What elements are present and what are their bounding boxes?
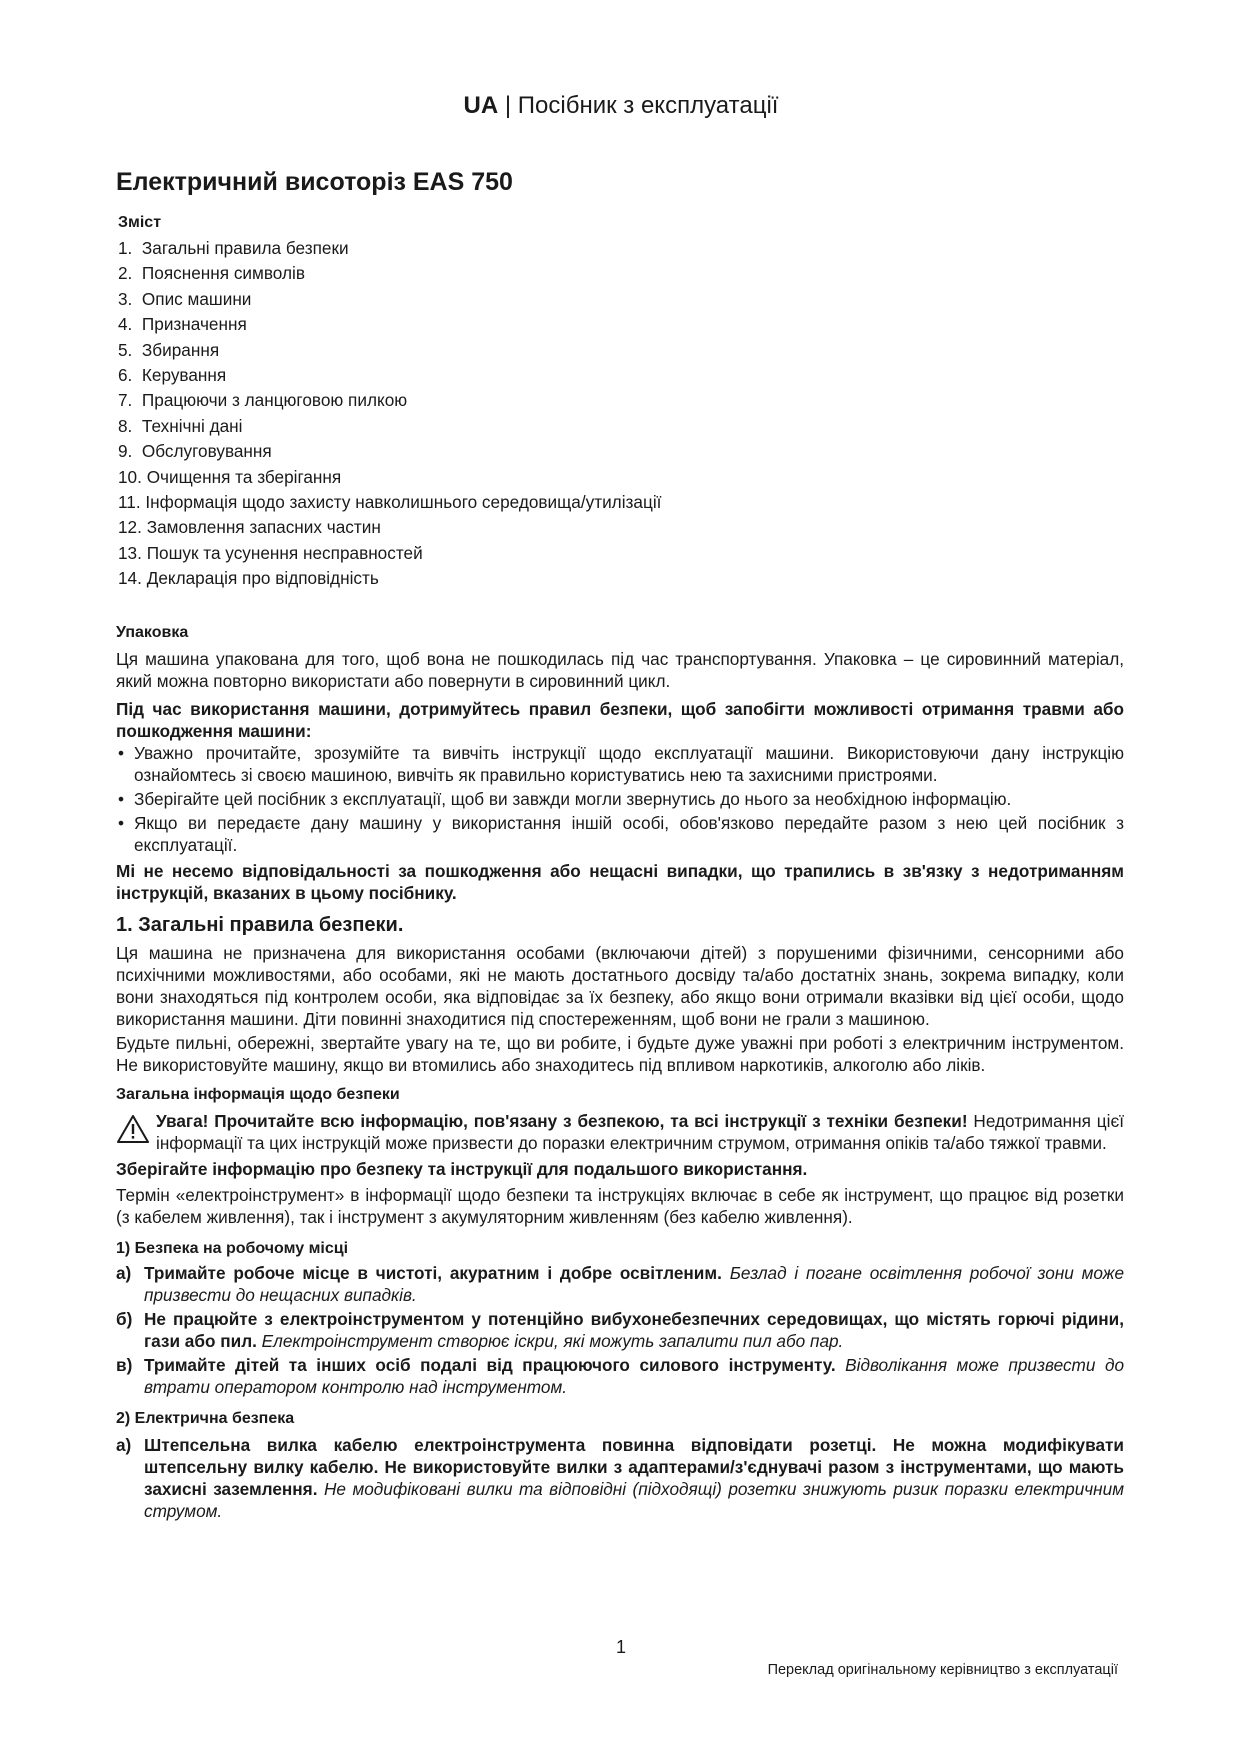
toc-item: [118, 465, 661, 490]
packaging-text: Ця машина упакована для того, щоб вона не пошкодилась під час транспортування. Упаковка – це сировинний матеріал, який можна повторно використати або повернути в сировинний цикл.: [116, 649, 1124, 691]
header-separator: |: [504, 92, 512, 119]
item-bold: Не працюйте з електроінструментом у потенційно вибухонебезпечних середовищах, що містять горючі рідини, гази або пил.: [144, 1309, 1124, 1351]
toc-item: [118, 363, 661, 388]
section-paragraph: Будьте пильні, обережні, звертайте увагу на те, що ви робите, і будьте дуже уважні при роботі з електричним інструментом. Не використовуйте машину, якщо ви втомились або знаходитесь під впливом наркотиків, алкоголю або ліків.: [116, 1033, 1124, 1075]
toc-item-label: Технічні дані: [141, 415, 243, 436]
toc-item: [118, 312, 661, 337]
page-number: 1: [615, 1637, 626, 1657]
list-item: • Уважно прочитайте, зрозумійте та вивчіть інструкції щодо експлуатації машини. Використовуючи дану інструкцію ознайомтесь зі своєю машиною, вивчіть як правильно користуватись нею та захисними пристроями.: [116, 742, 1124, 786]
item-bold: Штепсельна вилка кабелю електроінструмента повинна відповідати розетці. Не можна модифікувати штепсельну вилку кабелю. Не використовуйте вилки з адаптерами/з'єднувачі разом з інструментами, що мають захисні заземлення.: [144, 1435, 1124, 1499]
toc-item-label: Опис машини: [141, 288, 252, 309]
term-text: Термін «електроінструмент» в інформації щодо безпеки та інструкціях включає в себе як інструмент, що працює від розетки (з кабелем живлення), так і інструмент з акумуляторним живленням (без кабелю живлення).: [116, 1185, 1124, 1227]
toc-item-number: 9.: [118, 441, 133, 462]
toc-item-label: Декларація про відповідність: [146, 568, 379, 589]
item-italic: Відволікання може призвести до втрати оператором контролю над інструментом.: [144, 1355, 1125, 1397]
language-code: UA: [463, 92, 499, 119]
toc-item: [118, 287, 661, 312]
toc-item-label: Пояснення символів: [141, 263, 305, 284]
toc-item: [118, 515, 661, 540]
toc-item-label: Обслуговування: [141, 441, 272, 462]
general-info-title: Загальна інформація щодо безпеки: [116, 1086, 400, 1103]
keep-info: Зберігайте інформацію про безпеку та інструкції для подальшого використання.: [116, 1159, 808, 1179]
main-content: [116, 622, 1124, 1522]
toc-item-label: Інформація щодо захисту навколишнього середовища/утилізації: [145, 491, 662, 512]
item-italic: Електроінструмент створює іскри, які можуть запалити пил або пар.: [256, 1331, 844, 1351]
toc-item-label: Пошук та усунення несправностей: [146, 542, 423, 563]
toc-item-number: 13.: [118, 542, 142, 563]
item-label: б): [116, 1309, 133, 1329]
toc-item-number: 11.: [118, 491, 141, 512]
toc-item: [118, 261, 661, 286]
warning-bold: Увага! Прочитайте всю інформацію, пов'язану з безпекою, та всі інструкції з техніки безпеки!: [156, 1111, 968, 1131]
item-label: а): [116, 1263, 132, 1283]
section-title: 1. Загальні правила безпеки.: [116, 914, 404, 936]
toc-item-label: Призначення: [141, 314, 247, 335]
section-paragraph: Ця машина не призначена для використання особами (включаючи дітей) з порушеними фізичними, сенсорними або психічними можливостями, або особами, які не мають достатнього досвіду та/або достатніх знань, зокрема випадку, коли вони знаходяться під контролем особи, яка відповідає за їх безпеку, або якщо вони отримали вказівки від цієї особи, щодо використання машини. Діти повинні знаходитися під спостереженням, щоб вони не грали з машиною.: [116, 943, 1124, 1029]
toc-item: [118, 541, 661, 566]
toc-item-number: 14.: [118, 568, 142, 589]
header-title: Посібник з експлуатації: [517, 92, 779, 119]
safety-bullets: [116, 742, 1124, 856]
packaging-title: Упаковка: [116, 624, 189, 641]
toc-item-number: 8.: [118, 415, 133, 436]
toc-item-label: Збирання: [141, 339, 220, 360]
item-bold: Тримайте робоче місце в чистоті, акуратним і добре освітленим.: [144, 1263, 722, 1283]
list-item: [116, 1354, 1124, 1398]
list-item: [116, 1434, 1124, 1522]
list-item: • Зберігайте цей посібник з експлуатації, щоб ви завжди могли звернутись до нього за необхідною інформацію.: [116, 788, 1124, 810]
toc-item-number: 4.: [118, 314, 133, 335]
toc-item-label: Загальні правила безпеки: [141, 238, 349, 258]
item-italic: Безлад і погане освітлення робочої зони може призвести до нещасних випадків.: [144, 1263, 1125, 1305]
footer-note: Переклад оригінальному керівництво з експлуатації: [767, 1662, 1118, 1678]
toc-item-number: 12.: [118, 517, 142, 538]
toc-item-number: 10.: [118, 466, 142, 487]
item-label: а): [116, 1435, 132, 1455]
toc-item-label: Замовлення запасних частин: [146, 517, 381, 538]
toc-item-number: 6.: [118, 364, 133, 385]
list-item: • Якщо ви передаєте дану машину у використання іншій особі, обов'язково передайте разом з нею цей посібник з експлуатації.: [116, 812, 1124, 856]
toc-item-label: Працюючи з ланцюговою пилкою: [141, 390, 408, 411]
toc-item-number: 1.: [118, 238, 133, 258]
toc-item-number: 5.: [118, 339, 133, 360]
toc-item: [118, 439, 661, 464]
item-label: в): [116, 1355, 133, 1375]
item-italic: Не модифіковані вилки та відповідні (підходящі) розетки знижують ризик поразки електричним струмом.: [144, 1479, 1124, 1521]
list-item: [116, 1262, 1124, 1306]
toc-title: Зміст: [118, 214, 162, 231]
toc-item-number: 7.: [118, 390, 133, 411]
toc-item: [118, 566, 661, 591]
toc-item-label: Керування: [141, 364, 227, 385]
safety-intro: Під час використання машини, дотримуйтесь правил безпеки, щоб запобігти можливості отримання травми або пошкодження машини:: [116, 699, 1124, 741]
item-bold: Тримайте дітей та інших осіб подалі від працюючого силового інструменту.: [144, 1355, 836, 1375]
document-title: Електричний висоторіз EAS 750: [116, 168, 513, 196]
table-of-contents: [118, 236, 661, 591]
toc-item: [118, 490, 661, 515]
page-header: [116, 92, 1126, 120]
warning-text: Недотримання цієї інформації та цих інструкцій може призвести до поразки електричним струмом, отримання опіків та/або тяжкої травми.: [156, 1111, 1124, 1153]
warning-triangle-icon: [116, 1114, 150, 1144]
disclaimer: Мі не несемо відповідальності за пошкодження або нещасні випадки, що трапились в зв'язку з недотриманням інструкцій, вказаних в цьому посібнику.: [116, 861, 1124, 903]
toc-item-label: Очищення та зберігання: [146, 466, 342, 487]
list-item: [116, 1308, 1124, 1352]
warning-block: [116, 1110, 1124, 1154]
toc-item-number: 2.: [118, 263, 133, 284]
toc-item: [118, 338, 661, 363]
workplace-title: 1) Безпека на робочому місці: [116, 1240, 349, 1257]
electrical-title: 2) Електрична безпека: [116, 1410, 295, 1427]
toc-item: [118, 388, 661, 413]
toc-item: [118, 414, 661, 439]
toc-item: [118, 236, 661, 261]
toc-item-number: 3.: [118, 288, 133, 309]
